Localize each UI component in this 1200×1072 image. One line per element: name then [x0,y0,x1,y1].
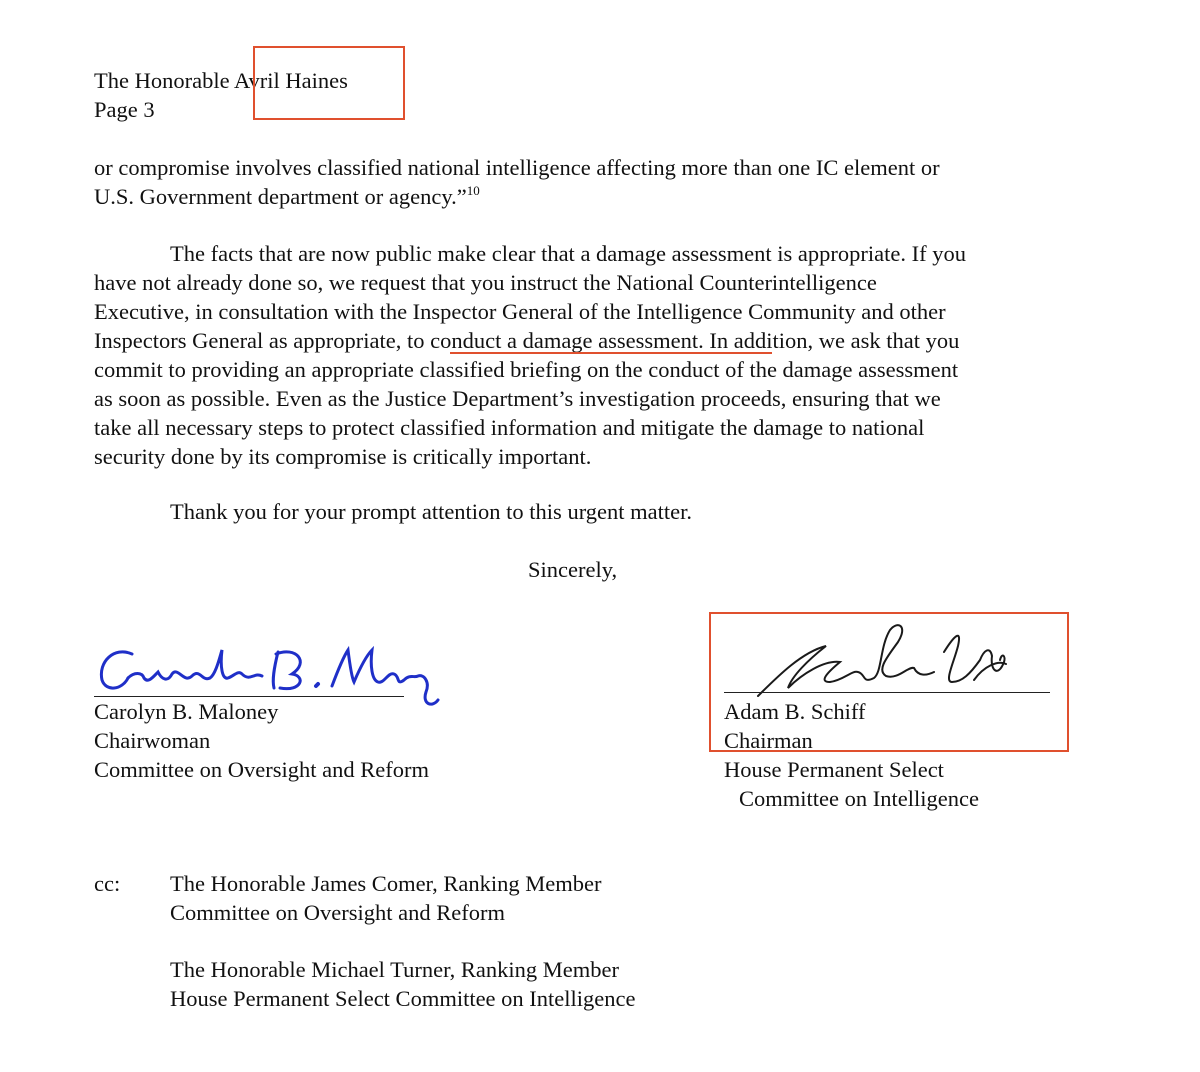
paragraph-line: have not already done so, we request that you instruct the National Counterintelligence [94,270,877,295]
continuation-line-2-text: U.S. Government department or agency.” [94,184,467,209]
salutation: The Honorable [94,68,230,93]
paragraph-line: The facts that are now public make clear that a damage assessment is appropriate. If you [170,241,966,266]
recipient-name: Avril Haines [233,68,348,93]
cc-recipient-2-line-1: The Honorable Michael Turner, Ranking Member [170,957,620,982]
maloney-committee: Committee on Oversight and Reform [94,757,429,782]
damage-assessment-underline [450,352,772,354]
damage-assessment-paragraph [94,239,1094,471]
schiff-committee-line-2: Committee on Intelligence [739,786,979,811]
schiff-title: Chairman [724,728,813,753]
cc-recipient-2-line-2: House Permanent Select Committee on Intelligence [170,986,636,1011]
schiff-committee-line-1: House Permanent Select [724,757,944,782]
valediction: Sincerely, [528,557,618,582]
paragraph-line: Inspectors General as appropriate, to conduct a damage assessment. In addition, we ask that you [94,328,960,353]
footnote-marker: 10 [466,183,480,198]
paragraph-line: security done by its compromise is critically important. [94,444,592,469]
paragraph-line: take all necessary steps to protect classified information and mitigate the damage to national [94,415,925,440]
schiff-name: Adam B. Schiff [724,699,866,724]
cc-recipient-1-line-2: Committee on Oversight and Reform [170,900,505,925]
schiff-highlight-box [709,612,1069,752]
continuation-line-2 [94,182,480,211]
recipient-highlight-box [253,46,405,120]
page-label: Page 3 [94,97,155,122]
paragraph-line: Executive, in consultation with the Inspector General of the Intelligence Community and other [94,299,946,324]
cc-recipient-1-line-1: The Honorable James Comer, Ranking Member [170,871,602,896]
continuation-line-1: or compromise involves classified national intelligence affecting more than one IC element or [94,155,940,180]
maloney-title: Chairwoman [94,728,211,753]
paragraph-line: commit to providing an appropriate classified briefing on the conduct of the damage assessment [94,357,959,382]
paragraph-line: as soon as possible. Even as the Justice Department’s investigation proceeds, ensuring that we [94,386,941,411]
cc-label: cc: [94,871,121,896]
maloney-name: Carolyn B. Maloney [94,699,279,724]
closing-paragraph: Thank you for your prompt attention to this urgent matter. [170,499,692,524]
